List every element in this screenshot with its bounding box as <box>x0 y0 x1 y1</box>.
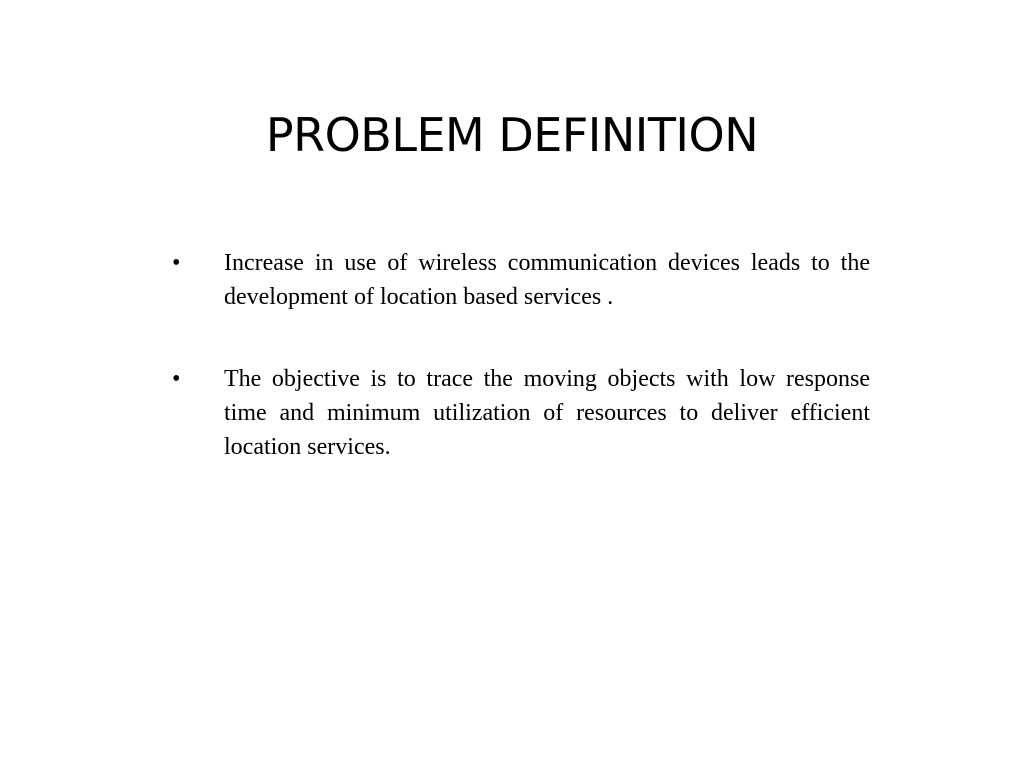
bullet-text: The objective is to trace the moving objects with low response time and minimum utilization of resources to deliver efficient location services. <box>224 366 870 460</box>
bullet-item <box>172 246 870 314</box>
slide-title: PROBLEM DEFINITION <box>265 108 759 162</box>
bullet-list <box>172 246 870 512</box>
bullet-text: Increase in use of wireless communication devices leads to the development of location based services . <box>224 250 870 310</box>
bullet-item <box>172 362 870 464</box>
bullet-marker: • <box>172 366 181 392</box>
bullet-marker: • <box>172 250 181 276</box>
